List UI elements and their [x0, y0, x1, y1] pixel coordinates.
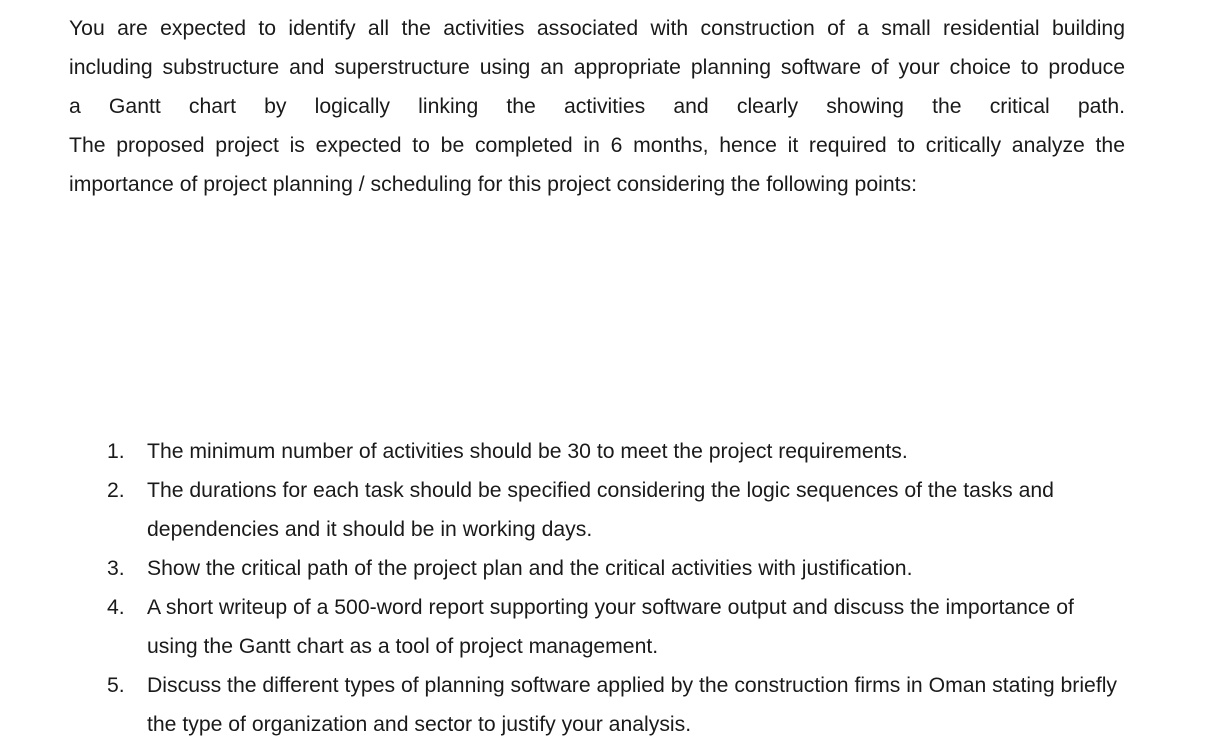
intro-paragraph	[69, 9, 1125, 204]
list-item-text: Discuss the different types of planning software applied by the construction firms in Oman stating briefly the type of organization and sector to justify your analysis.	[147, 674, 1118, 736]
intro-line: importance of project planning / scheduling for this project considering the following points:	[69, 173, 917, 196]
list-item-text: The durations for each task should be specified considering the logic sequences of the tasks and dependencies and it should be in working days.	[147, 479, 1054, 541]
list-item-number: 2.	[107, 479, 125, 502]
intro-line: a Gantt chart by logically linking the activities and clearly showing the critical path.	[69, 95, 1125, 118]
list-item-text: The minimum number of activities should be 30 to meet the project requirements.	[147, 440, 908, 463]
intro-line: including substructure and superstructure using an appropriate planning software of your choice to produce	[69, 56, 1125, 79]
list-item-number: 3.	[107, 557, 125, 580]
requirements-list	[107, 432, 1127, 744]
intro-line: You are expected to identify all the activities associated with construction of a small residential building	[69, 17, 1125, 40]
list-item-number: 5.	[107, 674, 125, 697]
intro-line: The proposed project is expected to be completed in 6 months, hence it required to critically analyze the	[69, 134, 1125, 157]
list-item	[107, 549, 1127, 588]
list-item-number: 1.	[107, 440, 125, 463]
list-item-text: A short writeup of a 500-word report supporting your software output and discuss the importance of using the Gantt chart as a tool of project management.	[147, 596, 1074, 658]
list-item	[107, 666, 1127, 744]
list-item	[107, 471, 1127, 549]
list-item	[107, 588, 1127, 666]
list-item-number: 4.	[107, 596, 125, 619]
list-item-text: Show the critical path of the project plan and the critical activities with justification.	[147, 557, 913, 580]
list-item	[107, 432, 1127, 471]
